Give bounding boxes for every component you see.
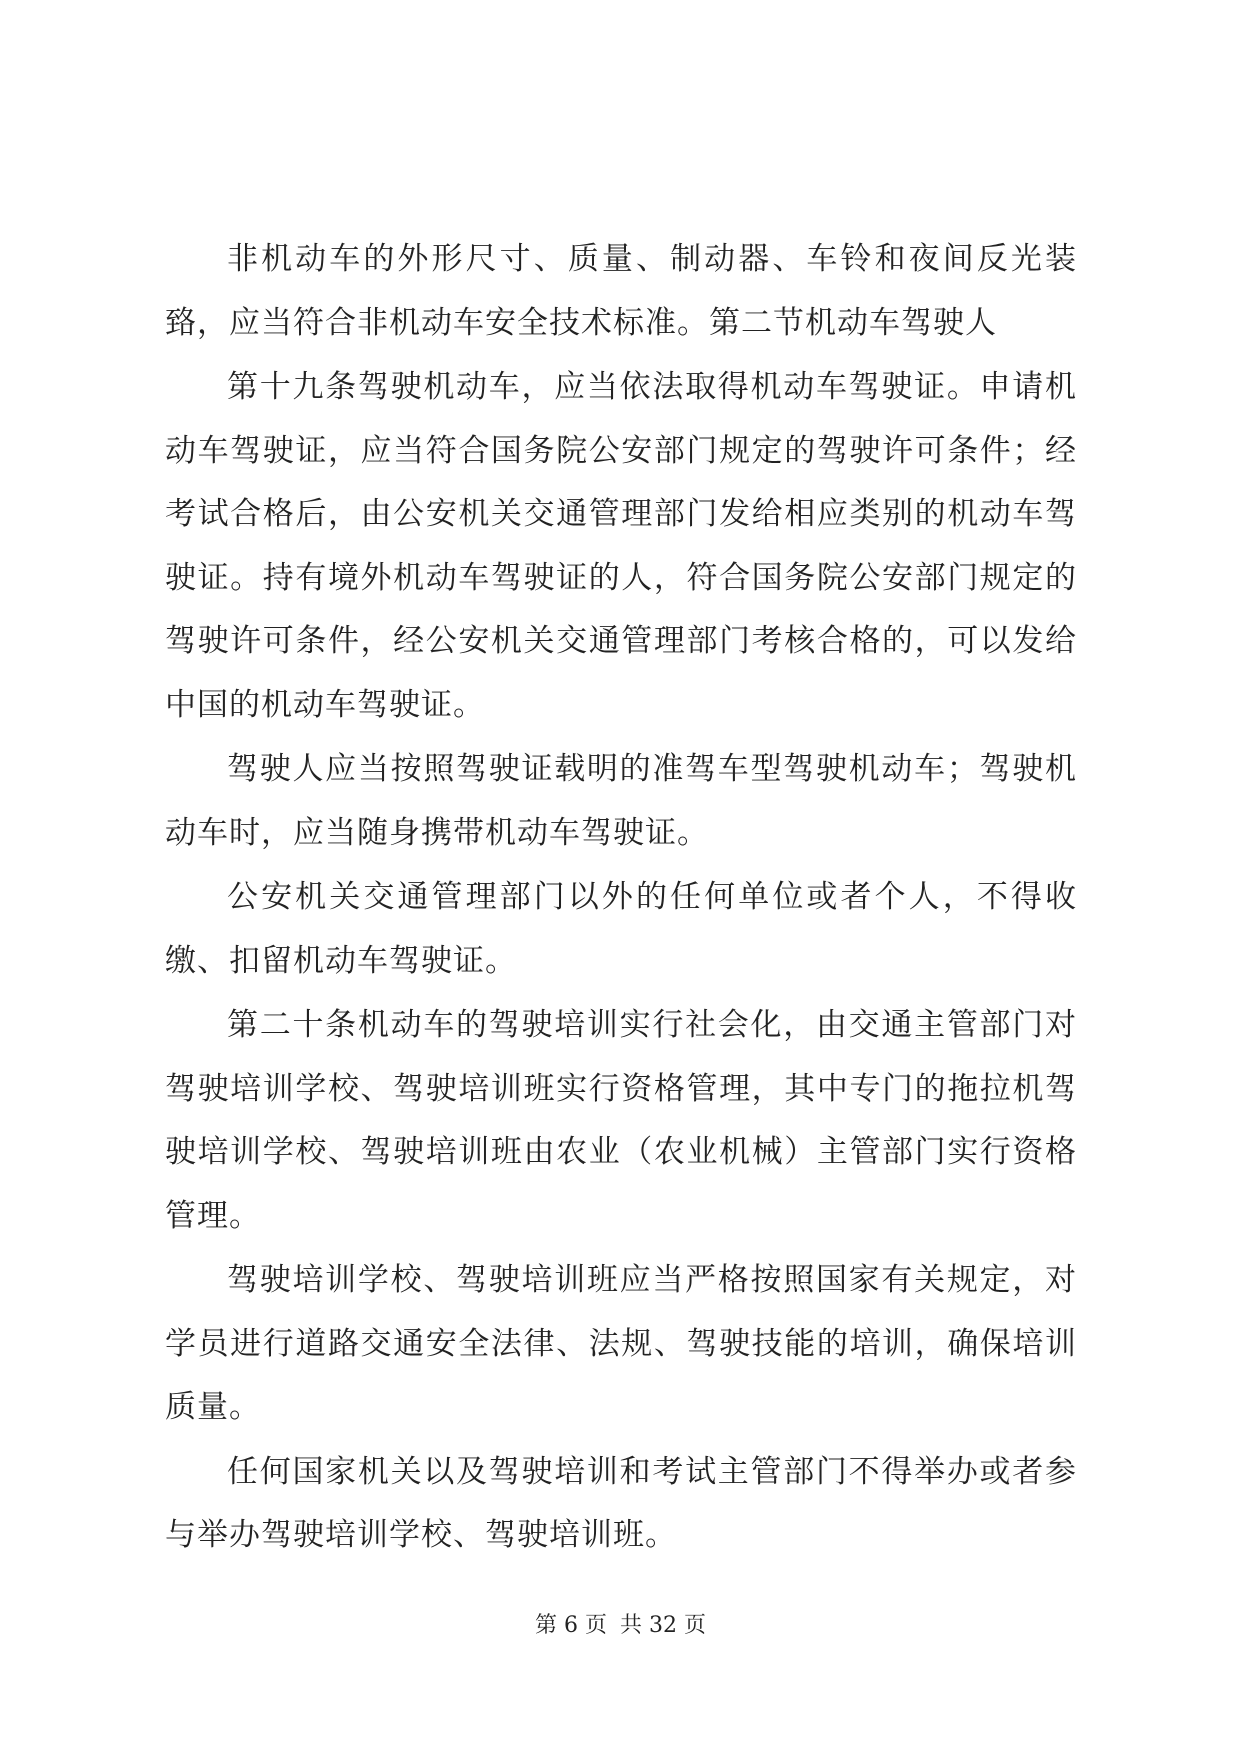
paragraph: 第十九条驾驶机动车，应当依法取得机动车驾驶证。申请机动车驾驶证，应当符合国务院公安部门规定的驾驶许可条件；经考试合格后，由公安机关交通管理部门发给相应类别的机动车驾驶证。持有境外机动车驾驶证的人，符合国务院公安部门规定的驾驶许可条件，经公安机关交通管理部门考核合格的，可以发给中国的机动车驾驶证。 [165, 369, 1077, 723]
paragraph: 任何国家机关以及驾驶培训和考试主管部门不得举办或者参与举办驾驶培训学校、驾驶培训班。 [165, 1453, 1077, 1553]
page-footer [0, 1608, 1241, 1639]
paragraph: 驾驶人应当按照驾驶证载明的准驾车型驾驶机动车；驾驶机动车时，应当随身携带机动车驾驶证。 [165, 751, 1077, 851]
paragraph: 第二十条机动车的驾驶培训实行社会化，由交通主管部门对驾驶培训学校、驾驶培训班实行资格管理，其中专门的拖拉机驾驶培训学校、驾驶培训班由农业（农业机械）主管部门实行资格管理。 [165, 1007, 1077, 1234]
document-body [165, 228, 1077, 1569]
page-total: 共 32 页 [620, 1613, 706, 1638]
paragraph: 公安机关交通管理部门以外的任何单位或者个人，不得收缴、扣留机动车驾驶证。 [165, 879, 1077, 979]
page-number: 第 6 页 [535, 1613, 607, 1638]
paragraph: 驾驶培训学校、驾驶培训班应当严格按照国家有关规定，对学员进行道路交通安全法律、法规、驾驶技能的培训，确保培训质量。 [165, 1262, 1077, 1425]
paragraph: 非机动车的外形尺寸、质量、制动器、车铃和夜间反光装臵，应当符合非机动车安全技术标准。第二节机动车驾驶人 [165, 241, 1077, 341]
